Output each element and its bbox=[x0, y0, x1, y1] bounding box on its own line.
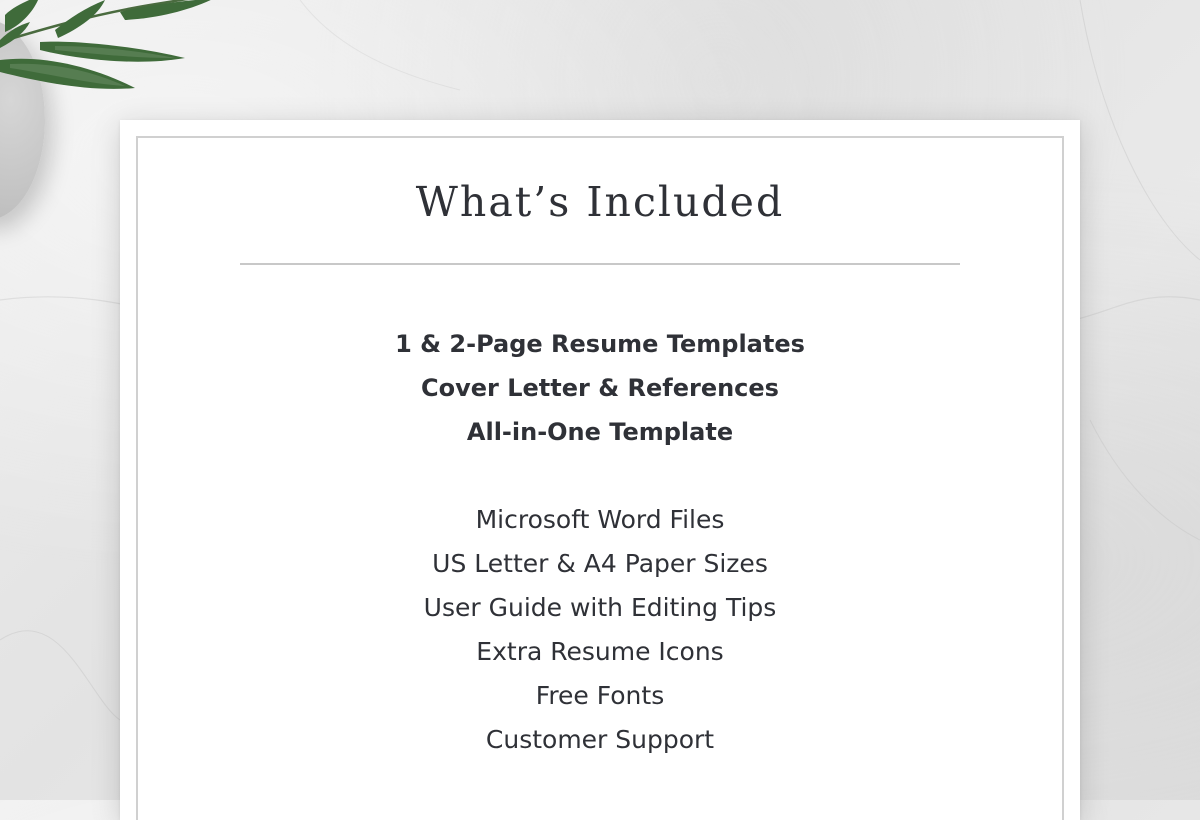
list-item: Free Fonts bbox=[535, 681, 665, 710]
secondary-item-list bbox=[120, 498, 1080, 762]
list-item: Microsoft Word Files bbox=[475, 505, 725, 534]
primary-item-list bbox=[120, 322, 1080, 454]
list-item: Extra Resume Icons bbox=[476, 637, 724, 666]
plant-decoration bbox=[0, 0, 240, 110]
resume-info-card bbox=[120, 120, 1080, 820]
list-item: 1 & 2-Page Resume Templates bbox=[395, 330, 805, 358]
list-item: Cover Letter & References bbox=[421, 374, 779, 402]
title-divider bbox=[240, 263, 960, 265]
list-item: US Letter & A4 Paper Sizes bbox=[432, 549, 768, 578]
list-item: User Guide with Editing Tips bbox=[423, 593, 777, 622]
page-title: What’s Included bbox=[415, 178, 785, 226]
list-item: Customer Support bbox=[485, 725, 715, 754]
list-item: All-in-One Template bbox=[466, 418, 734, 446]
